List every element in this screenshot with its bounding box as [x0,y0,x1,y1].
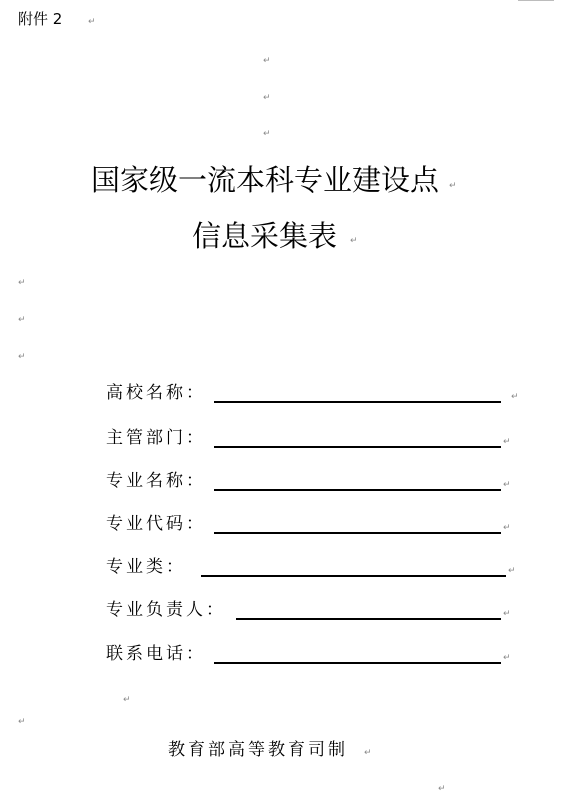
form-row-major-leader [106,599,526,623]
fill-in-line[interactable] [214,489,501,491]
paragraph-mark: ↵ [350,236,358,246]
paragraph-mark: ↵ [263,129,271,139]
form-row-supervising-department [106,427,526,451]
issuer-text: 教育部高等教育司制 [168,740,348,760]
attachment-label [18,9,62,29]
form-row-major-code [106,513,526,537]
document-title [91,162,439,198]
field-label: 高校名称： [106,383,206,403]
paragraph-mark: ↵ [364,748,372,758]
paragraph-mark: ↵ [503,480,511,490]
paragraph-mark: ↵ [449,181,457,191]
form-row-major-name [106,470,526,494]
field-label: 专业名称： [106,471,206,491]
paragraph-mark: ↵ [438,784,446,794]
paragraph-mark: ↵ [18,315,26,325]
paragraph-mark: ↵ [123,695,131,705]
paragraph-mark: ↵ [511,392,519,402]
field-label: 专业代码： [106,514,206,534]
paragraph-mark: ↵ [263,56,271,66]
form-row-contact-phone [106,643,526,667]
fill-in-line[interactable] [214,401,501,403]
paragraph-mark: ↵ [18,717,26,727]
fill-in-line[interactable] [214,532,501,534]
attachment-label-text: 附件 2 [18,10,63,28]
field-label: 联系电话： [106,644,206,664]
page-corner-mark [518,0,554,3]
paragraph-mark: ↵ [503,609,511,619]
paragraph-mark: ↵ [263,93,271,103]
field-label: 专业类： [106,557,186,577]
document-subtitle [192,218,337,254]
field-label: 专业负责人： [106,600,226,620]
paragraph-mark: ↵ [88,17,96,27]
paragraph-mark: ↵ [503,437,511,447]
paragraph-mark: ↵ [503,653,511,663]
document-title-line2: 信息采集表 [192,219,338,253]
fill-in-line[interactable] [214,446,501,448]
document-title-line1: 国家级一流本科专业建设点 [91,163,440,197]
paragraph-mark: ↵ [18,352,26,362]
form-row-university-name [106,382,526,406]
fill-in-line[interactable] [214,662,501,664]
paragraph-mark: ↵ [18,278,26,288]
paragraph-mark: ↵ [503,523,511,533]
paragraph-mark: ↵ [508,566,516,576]
fill-in-line[interactable] [201,575,506,577]
fill-in-line[interactable] [236,618,501,620]
form-row-major-category [106,556,526,580]
field-label: 主管部门： [106,428,206,448]
issuer-footer [168,738,348,762]
